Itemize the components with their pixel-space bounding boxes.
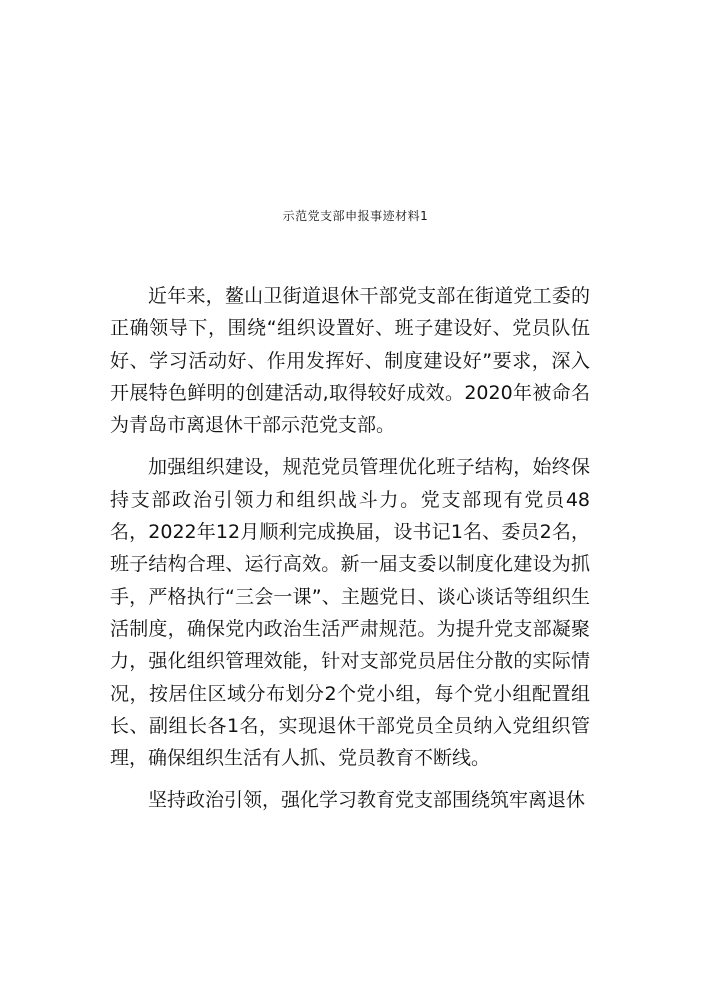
document-title: 示范党支部申报事迹材料1 [282,209,429,223]
document-body [110,280,590,817]
paragraph-2: 加强组织建设，规范党员管理优化班子结构，始终保持支部政治引领力和组织战斗力。党支部现有党员48名，2022年12月顺利完成换届，设书记1名、委员2名，班子结构合理、运行高效。新一届支委以制度化建设为抓手，严格执行“三会一课”、主题党日、谈心谈话等组织生活制度，确保党内政治生活严肃规范。为提升党支部凝聚力，强化组织管理效能，针对支部党员居住分散的实际情况，按居住区域分布划分2个党小组，每个党小组配置组长、副组长各1名，实现退休干部党员全员纳入党组织管理，确保组织生活有人抓、党员教育不断线。 [110,456,590,770]
paragraph-1: 近年来，鳌山卫街道退休干部党支部在街道党工委的正确领导下，围绕“组织设置好、班子建设好、党员队伍好、学习活动好、作用发挥好、制度建设好”要求，深入开展特色鲜明的创建活动,取得较好成效。2020年被命名为青岛市离退休干部示范党支部。 [110,285,590,437]
paragraph-3: 坚持政治引领，强化学习教育党支部围绕筑牢离退休 [148,789,586,812]
